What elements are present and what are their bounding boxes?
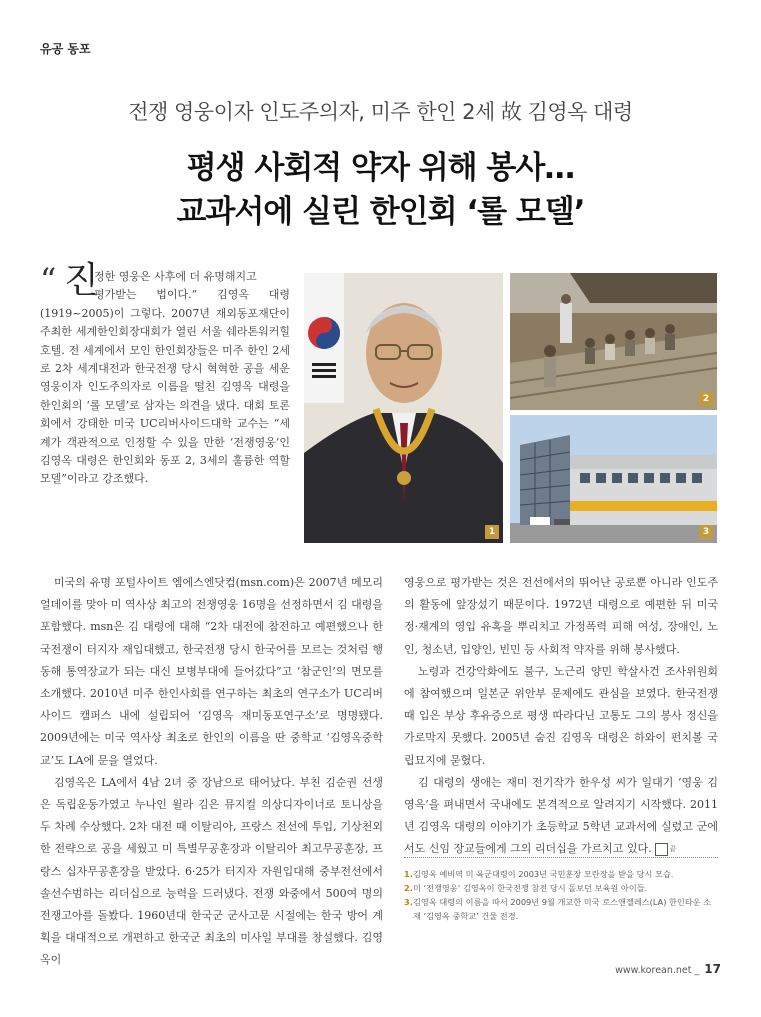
photo-number-badge: 2	[699, 392, 713, 406]
page-footer	[615, 962, 721, 976]
caption-text: 미 ‘전쟁영웅’ 김영옥이 한국전쟁 참전 당시 돌보던 보육원 아이들.	[413, 883, 648, 893]
orphans-illustration	[510, 273, 717, 410]
body-paragraph	[404, 772, 718, 861]
body-left-column	[40, 572, 383, 972]
photo-number-badge: 3	[699, 525, 713, 539]
body-right-column	[404, 572, 718, 861]
dropcap: 진	[64, 260, 99, 301]
quote-mark: “	[40, 261, 57, 299]
caption-number: 1.	[404, 869, 413, 879]
photo-number-badge: 1	[485, 525, 499, 539]
caption-number: 3.	[404, 897, 413, 907]
intro-rest: (1919~2005)이 그렇다. 2007년 재외동포재단이 주최한 세계한인회장대회가 열린 서울 쉐라톤워커힐호텔. 전 세계에서 모인 한인회장들은 미주 한인 2세로 2차 세계대전과 한국전쟁 당시 혁혁한 공을 세운 영웅이자 인도주의자로 이름을 떨친 김영옥 대령을 한인회의 ‘롤 모델’로 삼자는 의견을 냈다. 대회 토론회에서 강태한 미국 UC리버사이드대학 교수는 “세계가 객관적으로 인정할 수 있을 만한 ‘전쟁영웅’인 김영옥 대령은 한인회와 동포 2, 3세의 훌륭한 역할 모델”이라고 강조했다.	[40, 306, 290, 486]
body-paragraph-text: 김 대령의 생애는 재미 전기작가 한우성 씨가 일대기 ‘영웅 김영옥’을 펴내면서 국내에도 본격적으로 알려지기 시작했다. 2011년 김영옥 대령의 이야기가 초등학교 5학년 교과서에 실렸고 군에서도 신임 장교들에게 그의 리더십을 가르치고 있다.	[404, 775, 718, 856]
body-paragraph: 김영옥은 LA에서 4남 2녀 중 장남으로 태어났다. 부친 김순권 선생은 독립운동가였고 누나인 윌라 김은 뮤지컬 의상디자이너로 토니상을 두 차례 수상했다. 2차 대전 때 이탈리아, 프랑스 전선에 투입, 기상천외한 전략으로 공을 세웠고 미 특별무공훈장과 이탈리아 최고무공훈장, 프랑스 십자무공훈장을 받았다. 6·25가 터지자 자원입대해 중부전선에서 솔선수범하는 리더십으로 능력을 드러냈다. 전쟁 와중에서 500여 명의 전쟁고아를 돌봤다. 1960년대 한국군 군사고문 시절에는 한국 방어 계획을 대대적으로 개편하고 한국군 최초의 미사일 부대를 창설했다. 김영옥이	[40, 775, 383, 967]
page-number: 17	[704, 962, 721, 976]
caption-item	[404, 867, 718, 881]
photo-portrait	[304, 273, 503, 543]
caption-item	[404, 895, 718, 923]
article-subtitle: 전쟁 영웅이자 인도주의자, 미주 한인 2세 故 김영옥 대령	[128, 100, 633, 124]
caption-text: 김영옥 예비역 미 육군대령이 2003년 국민훈장 모란장을 받을 당시 모습.	[413, 869, 674, 879]
intro-line-1: 정한 영웅은 사후에 더 유명해지고	[94, 270, 257, 283]
school-illustration	[510, 415, 717, 543]
section-label: 유공 동포	[40, 42, 91, 56]
photo-captions	[404, 867, 718, 923]
portrait-illustration	[304, 273, 503, 543]
article-title-line-1: 평생 사회적 약자 위해 봉사…	[186, 150, 575, 186]
caption-text: 김영옥 대령의 이름을 따서 2009년 9월 개교한 미국 로스앤젤레스(LA) 한인타운 소재 ‘김영옥 중학교’ 건물 전경.	[413, 897, 712, 921]
caption-divider	[404, 857, 718, 858]
caption-number: 2.	[404, 883, 413, 893]
body-paragraph: 노령과 건강악화에도 불구, 노근리 양민 학살사건 조사위원회에 참여했으며 일본군 위안부 문제에도 관심을 보였다. 한국전쟁 때 입은 부상 후유증으로 평생 따라다닌 고통도 그의 봉사 정신을 가로막지 못했다. 2005년 숨진 김영옥 대령은 하와이 펀치볼 국립묘지에 묻혔다.	[404, 664, 718, 767]
footer-site: www.korean.net _	[615, 965, 700, 976]
photo-orphans	[510, 273, 717, 410]
body-paragraph: 미국의 유명 포털사이트 엠에스엔닷컴(msn.com)은 2007년 메모리얼데이를 맞아 미 역사상 최고의 전쟁영웅 16명을 선정하면서 김 대령을 포함했다. msn은 김 대령에 대해 “2차 대전에 참전하고 예편했으나 한국전쟁이 터지자 재입대했고, 한국전쟁 당시 한국어를 모르는 것처럼 행동해 통역장교가 되는 대신 보병부대에 들어갔다”고 ‘참군인’의 면모를 소개했다. 2010년 미주 한인사회를 연구하는 최초의 연구소가 UC리버사이드 캠퍼스 내에 설립되어 ‘김영옥 재미동포연구소’로 명명됐다. 2009년에는 미국 역사상 최초로 한인의 이름을 딴 중학교 ‘김영옥중학교’도 LA에 문을 열었다.	[40, 576, 383, 767]
end-mark-icon: 끝	[655, 843, 668, 856]
article-title-line-2: 교과서에 실린 한인회 ‘롤 모델’	[176, 194, 585, 230]
intro-column	[40, 260, 290, 489]
body-paragraph: 영웅으로 평가받는 것은 전선에서의 뛰어난 공로뿐 아니라 인도주의 활동에 앞장섰기 때문이다. 1972년 대령으로 예편한 뒤 미국 정·재계의 영입 유혹을 뿌리치고 가정폭력 피해 여성, 장애인, 노인, 청소년, 입양인, 빈민 등 사회적 약자를 위해 봉사했다.	[404, 576, 718, 656]
intro-line-2: 평가받는 법이다.” 김영옥 대령	[94, 288, 290, 302]
intro-paragraph	[40, 268, 290, 489]
photo-school-building	[510, 415, 717, 543]
caption-item	[404, 881, 718, 895]
